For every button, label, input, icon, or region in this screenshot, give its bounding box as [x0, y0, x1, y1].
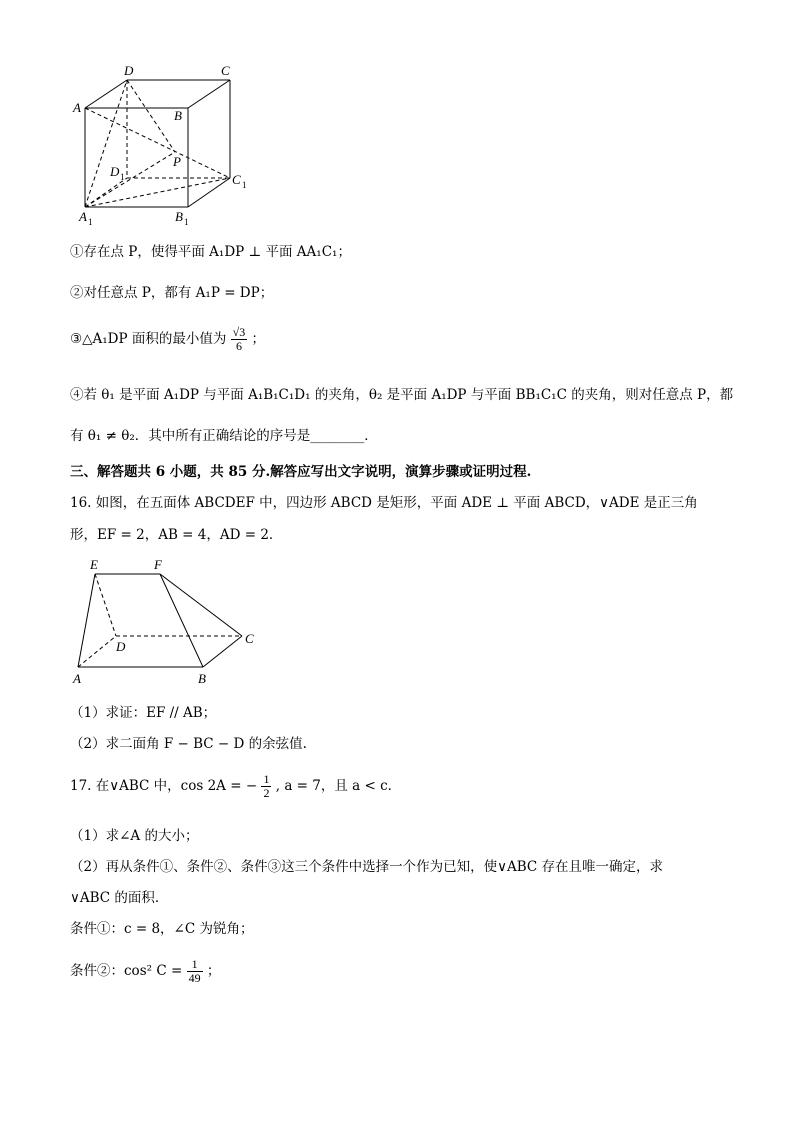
edge-FC — [160, 574, 242, 636]
label-F: F — [154, 557, 162, 572]
label-C: C — [245, 631, 254, 646]
edge-FB — [160, 574, 203, 667]
statement-4-line1: ④若 θ₁ 是平面 A₁DP 与平面 A₁B₁C₁D₁ 的夹角，θ₂ 是平面 A₁DP 与平面 BB₁C₁C 的夹角，则对任意点 P，都 — [70, 387, 734, 403]
q16-line2: 形，EF = 2，AB = 4，AD = 2． — [70, 527, 283, 543]
svg-text:1: 1 — [120, 172, 125, 182]
q17-part2-line1: （2）再从条件①、条件②、条件③这三个条件中选择一个作为已知，使∨ABC 存在且唯一确定，求 — [70, 859, 664, 875]
section-3-heading: 三、解答题共 6 小题，共 85 分.解答应写出文字说明，演算步骤或证明过程. — [70, 464, 532, 480]
label-D1: D — [110, 164, 120, 179]
seg-DP — [127, 80, 175, 152]
svg-text:1: 1 — [88, 217, 93, 227]
label-C: C — [221, 63, 230, 78]
label-A: A — [73, 100, 81, 115]
edge-ED — [95, 574, 116, 636]
fraction-sqrt3-over-6: $\frac{√3}{6}$ — [232, 325, 246, 353]
fraction-one-over-49: $\frac{1}{49}$ — [188, 957, 201, 985]
label-D: D — [116, 639, 126, 654]
label-C1: C — [232, 172, 241, 187]
label-B: B — [174, 108, 182, 123]
label-E: E — [90, 557, 98, 572]
label-B1: B — [175, 209, 183, 224]
q16-line1: 16. 如图，在五面体 ABCDEF 中，四边形 ABCD 是矩形，平面 ADE ⊥ 平面 ABCD，∨ADE 是正三角 — [70, 495, 698, 511]
label-P: P — [173, 154, 181, 169]
seg-A1D — [85, 80, 127, 207]
q17-condition-1: 条件①：c = 8，∠C 为锐角； — [70, 921, 254, 937]
cube-figure — [70, 60, 260, 230]
edge-AD — [85, 80, 127, 108]
seg-A1P — [85, 152, 175, 207]
edge-BC — [203, 636, 242, 667]
q16-part2: （2）求二面角 F − BC − D 的余弦值. — [70, 736, 307, 752]
fraction-one-half: $\frac{1}{2}$ — [263, 772, 270, 800]
q17-stem: 17. 在∨ABC 中，cos 2A = − $\frac{1}{2}$ , a = 7，且 a < c． — [70, 772, 402, 800]
svg-text:1: 1 — [184, 217, 189, 227]
edge-EA — [78, 574, 95, 667]
label-B: B — [198, 671, 206, 686]
edge-BC — [188, 80, 230, 108]
statement-1: ①存在点 P，使得平面 A₁DP ⊥ 平面 AA₁C₁； — [70, 244, 351, 260]
q17-condition-2: 条件②：cos² C = $\frac{1}{49}$ ； — [70, 957, 221, 985]
pentahedron-figure — [70, 553, 270, 688]
svg-text:1: 1 — [242, 180, 247, 190]
statement-3: ③△A₁DP 面积的最小值为 $\frac{√3}{6}$ ； — [70, 325, 266, 353]
q16-part1: （1）求证：EF // AB； — [70, 705, 217, 721]
q17-part2-line2: ∨ABC 的面积． — [70, 890, 169, 906]
label-D: D — [124, 63, 134, 78]
label-A1: A — [79, 209, 87, 224]
q17-part1: （1）求∠A 的大小； — [70, 828, 199, 844]
diag-AC1 — [85, 108, 230, 178]
statement-2: ②对任意点 P，都有 A₁P = DP； — [70, 285, 274, 301]
statement-4-line2: 有 θ₁ ≠ θ₂．其中所有正确结论的序号是________． — [70, 428, 378, 444]
edge-AD — [78, 636, 116, 667]
label-A: A — [73, 671, 81, 686]
